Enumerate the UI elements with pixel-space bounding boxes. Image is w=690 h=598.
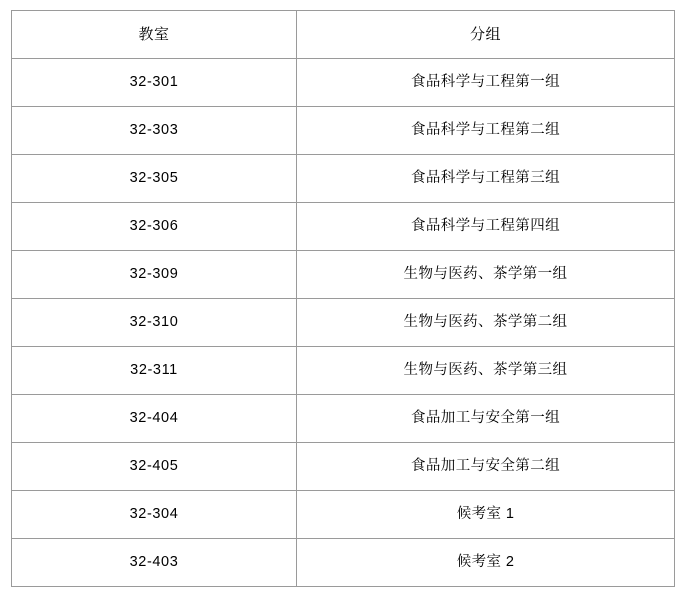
table-header xyxy=(12,11,675,59)
table-row xyxy=(12,443,675,491)
cell-group: 食品科学与工程第二组 xyxy=(297,107,675,155)
table-row xyxy=(12,251,675,299)
table-header-row xyxy=(12,11,675,59)
cell-group: 候考室 1 xyxy=(297,491,675,539)
cell-room: 32-405 xyxy=(12,443,297,491)
cell-room: 32-309 xyxy=(12,251,297,299)
cell-group: 生物与医药、茶学第三组 xyxy=(297,347,675,395)
table-row xyxy=(12,59,675,107)
table-row xyxy=(12,299,675,347)
cell-group: 食品加工与安全第一组 xyxy=(297,395,675,443)
cell-room: 32-305 xyxy=(12,155,297,203)
cell-group: 食品科学与工程第四组 xyxy=(297,203,675,251)
cell-room: 32-403 xyxy=(12,539,297,587)
table-body xyxy=(12,59,675,587)
cell-group: 生物与医药、茶学第一组 xyxy=(297,251,675,299)
table-row xyxy=(12,395,675,443)
cell-room: 32-304 xyxy=(12,491,297,539)
column-header-group: 分组 xyxy=(297,11,675,59)
table-row xyxy=(12,347,675,395)
classroom-group-table xyxy=(11,10,675,587)
cell-group: 食品加工与安全第二组 xyxy=(297,443,675,491)
cell-group: 生物与医药、茶学第二组 xyxy=(297,299,675,347)
cell-group: 食品科学与工程第三组 xyxy=(297,155,675,203)
cell-room: 32-404 xyxy=(12,395,297,443)
cell-room: 32-306 xyxy=(12,203,297,251)
column-header-room: 教室 xyxy=(12,11,297,59)
table-row xyxy=(12,107,675,155)
cell-room: 32-311 xyxy=(12,347,297,395)
table-row xyxy=(12,539,675,587)
cell-room: 32-310 xyxy=(12,299,297,347)
table-row xyxy=(12,491,675,539)
cell-group: 候考室 2 xyxy=(297,539,675,587)
cell-room: 32-301 xyxy=(12,59,297,107)
table-row xyxy=(12,155,675,203)
cell-room: 32-303 xyxy=(12,107,297,155)
cell-group: 食品科学与工程第一组 xyxy=(297,59,675,107)
table-row xyxy=(12,203,675,251)
